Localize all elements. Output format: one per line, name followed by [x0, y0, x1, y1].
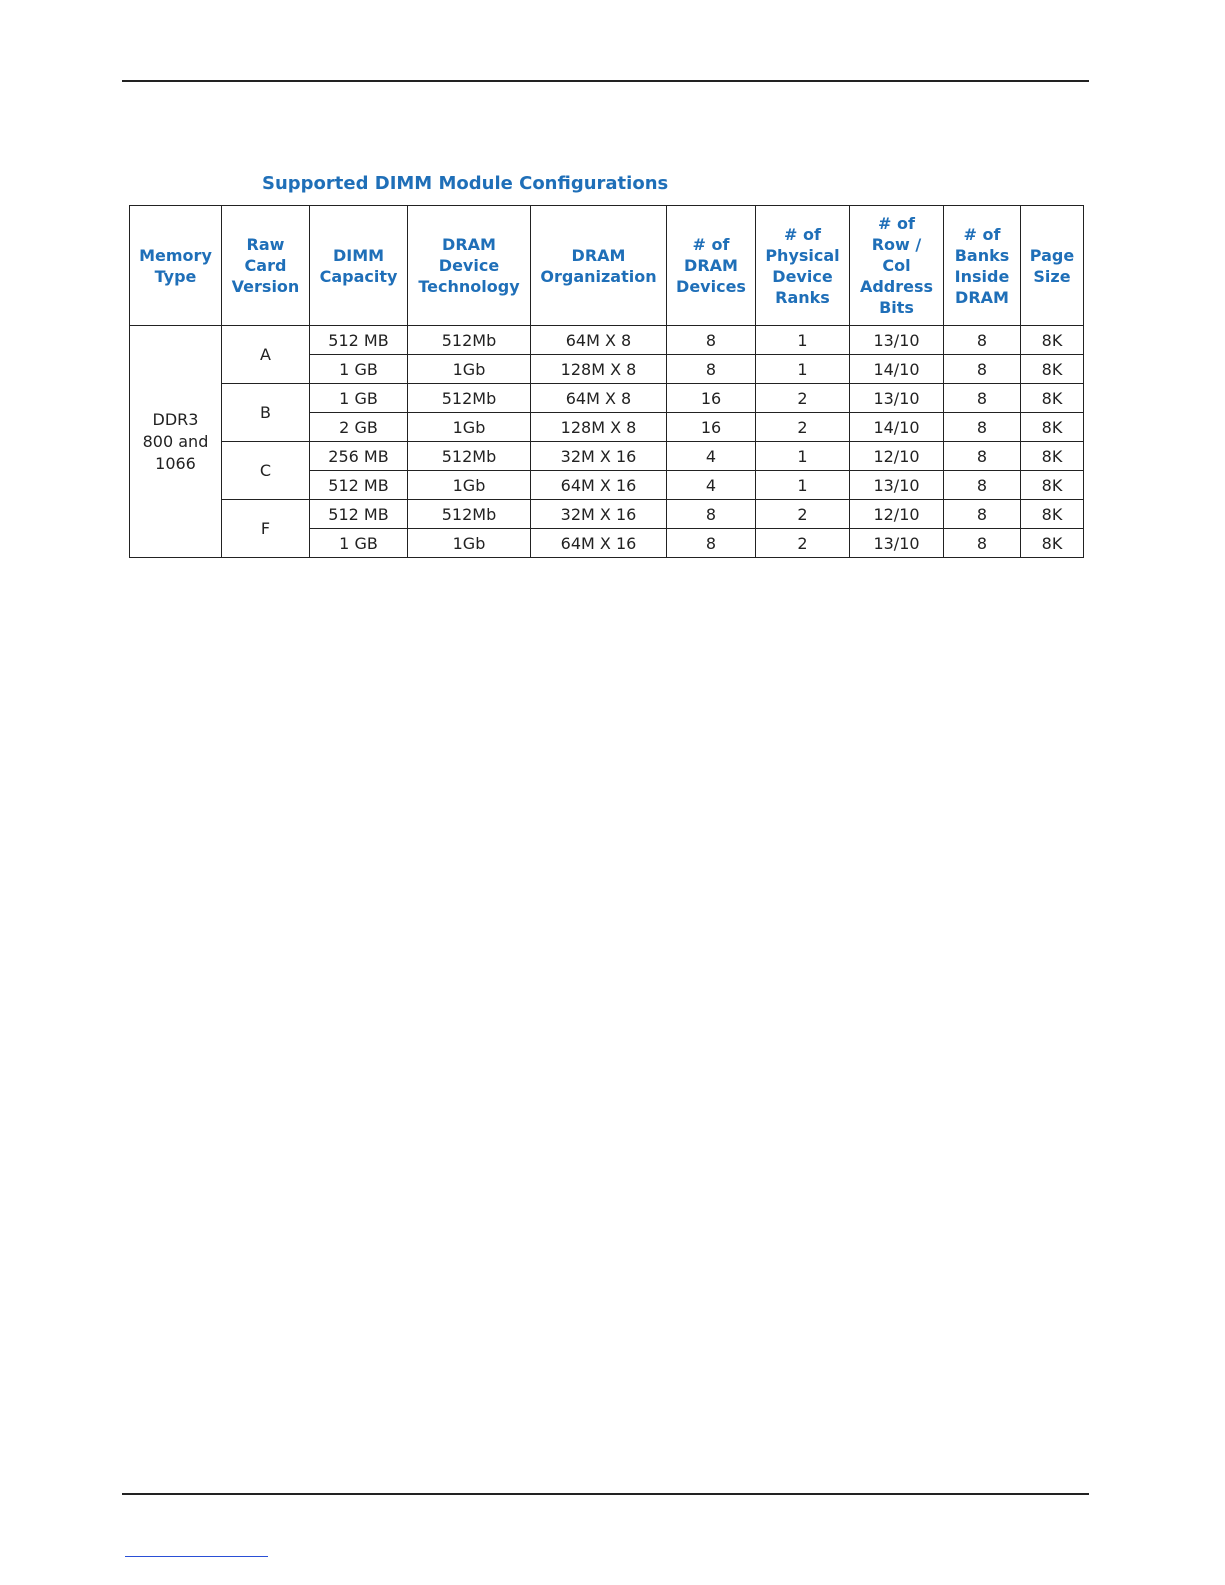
address-bits-cell: 13/10 — [850, 326, 944, 355]
ranks-cell: 1 — [756, 355, 850, 384]
page-size-cell: 8K — [1021, 413, 1084, 442]
column-header-memory-type: Memory Type — [130, 206, 222, 326]
column-header-address-bits: # of Row / Col Address Bits — [850, 206, 944, 326]
organization-cell: 64M X 16 — [531, 471, 667, 500]
raw-card-cell: F — [222, 500, 310, 558]
capacity-cell: 512 MB — [310, 471, 408, 500]
ranks-cell: 1 — [756, 442, 850, 471]
capacity-cell: 1 GB — [310, 384, 408, 413]
banks-cell: 8 — [944, 413, 1021, 442]
raw-card-cell: A — [222, 326, 310, 384]
address-bits-cell: 13/10 — [850, 384, 944, 413]
ranks-cell: 1 — [756, 471, 850, 500]
capacity-cell: 2 GB — [310, 413, 408, 442]
organization-cell: 64M X 16 — [531, 529, 667, 558]
column-header-dram-device-technology: DRAM Device Technology — [408, 206, 531, 326]
column-header-dram-devices: # of DRAM Devices — [667, 206, 756, 326]
banks-cell: 8 — [944, 442, 1021, 471]
technology-cell: 512Mb — [408, 384, 531, 413]
devices-cell: 8 — [667, 355, 756, 384]
ranks-cell: 2 — [756, 500, 850, 529]
page-size-cell: 8K — [1021, 355, 1084, 384]
address-bits-cell: 12/10 — [850, 500, 944, 529]
table-row — [130, 384, 1084, 413]
devices-cell: 8 — [667, 326, 756, 355]
devices-cell: 4 — [667, 442, 756, 471]
header-row — [130, 206, 1084, 326]
banks-cell: 8 — [944, 384, 1021, 413]
page-size-cell: 8K — [1021, 384, 1084, 413]
column-header-dimm-capacity: DIMM Capacity — [310, 206, 408, 326]
raw-card-cell: B — [222, 384, 310, 442]
address-bits-cell: 13/10 — [850, 529, 944, 558]
organization-cell: 64M X 8 — [531, 384, 667, 413]
header-rule — [122, 80, 1089, 82]
page-size-cell: 8K — [1021, 529, 1084, 558]
technology-cell: 512Mb — [408, 442, 531, 471]
address-bits-cell: 12/10 — [850, 442, 944, 471]
page-size-cell: 8K — [1021, 326, 1084, 355]
footer-link-underline[interactable] — [125, 1556, 268, 1557]
page-size-cell: 8K — [1021, 500, 1084, 529]
table-title: Supported DIMM Module Configurations — [262, 173, 669, 194]
capacity-cell: 512 MB — [310, 326, 408, 355]
organization-cell: 32M X 16 — [531, 500, 667, 529]
banks-cell: 8 — [944, 355, 1021, 384]
ranks-cell: 1 — [756, 326, 850, 355]
column-header-raw-card-version: Raw Card Version — [222, 206, 310, 326]
technology-cell: 512Mb — [408, 326, 531, 355]
devices-cell: 16 — [667, 413, 756, 442]
organization-cell: 64M X 8 — [531, 326, 667, 355]
banks-cell: 8 — [944, 326, 1021, 355]
footer-rule — [122, 1493, 1089, 1495]
capacity-cell: 1 GB — [310, 355, 408, 384]
page-size-cell: 8K — [1021, 442, 1084, 471]
organization-cell: 128M X 8 — [531, 355, 667, 384]
column-header-banks-inside-dram: # of Banks Inside DRAM — [944, 206, 1021, 326]
dimm-config-table — [129, 205, 1084, 558]
column-header-page-size: Page Size — [1021, 206, 1084, 326]
capacity-cell: 256 MB — [310, 442, 408, 471]
table-row — [130, 500, 1084, 529]
capacity-cell: 512 MB — [310, 500, 408, 529]
technology-cell: 1Gb — [408, 355, 531, 384]
organization-cell: 32M X 16 — [531, 442, 667, 471]
raw-card-cell: C — [222, 442, 310, 500]
page-size-cell: 8K — [1021, 471, 1084, 500]
banks-cell: 8 — [944, 471, 1021, 500]
ranks-cell: 2 — [756, 529, 850, 558]
ranks-cell: 2 — [756, 413, 850, 442]
address-bits-cell: 13/10 — [850, 471, 944, 500]
devices-cell: 16 — [667, 384, 756, 413]
table-row — [130, 442, 1084, 471]
column-header-dram-organization: DRAM Organization — [531, 206, 667, 326]
organization-cell: 128M X 8 — [531, 413, 667, 442]
address-bits-cell: 14/10 — [850, 355, 944, 384]
column-header-physical-device-ranks: # of Physical Device Ranks — [756, 206, 850, 326]
banks-cell: 8 — [944, 500, 1021, 529]
technology-cell: 1Gb — [408, 471, 531, 500]
memory-type-cell: DDR3 800 and 1066 — [130, 326, 222, 558]
devices-cell: 8 — [667, 500, 756, 529]
address-bits-cell: 14/10 — [850, 413, 944, 442]
table-row — [130, 326, 1084, 355]
capacity-cell: 1 GB — [310, 529, 408, 558]
technology-cell: 1Gb — [408, 529, 531, 558]
banks-cell: 8 — [944, 529, 1021, 558]
ranks-cell: 2 — [756, 384, 850, 413]
technology-cell: 1Gb — [408, 413, 531, 442]
technology-cell: 512Mb — [408, 500, 531, 529]
devices-cell: 4 — [667, 471, 756, 500]
devices-cell: 8 — [667, 529, 756, 558]
